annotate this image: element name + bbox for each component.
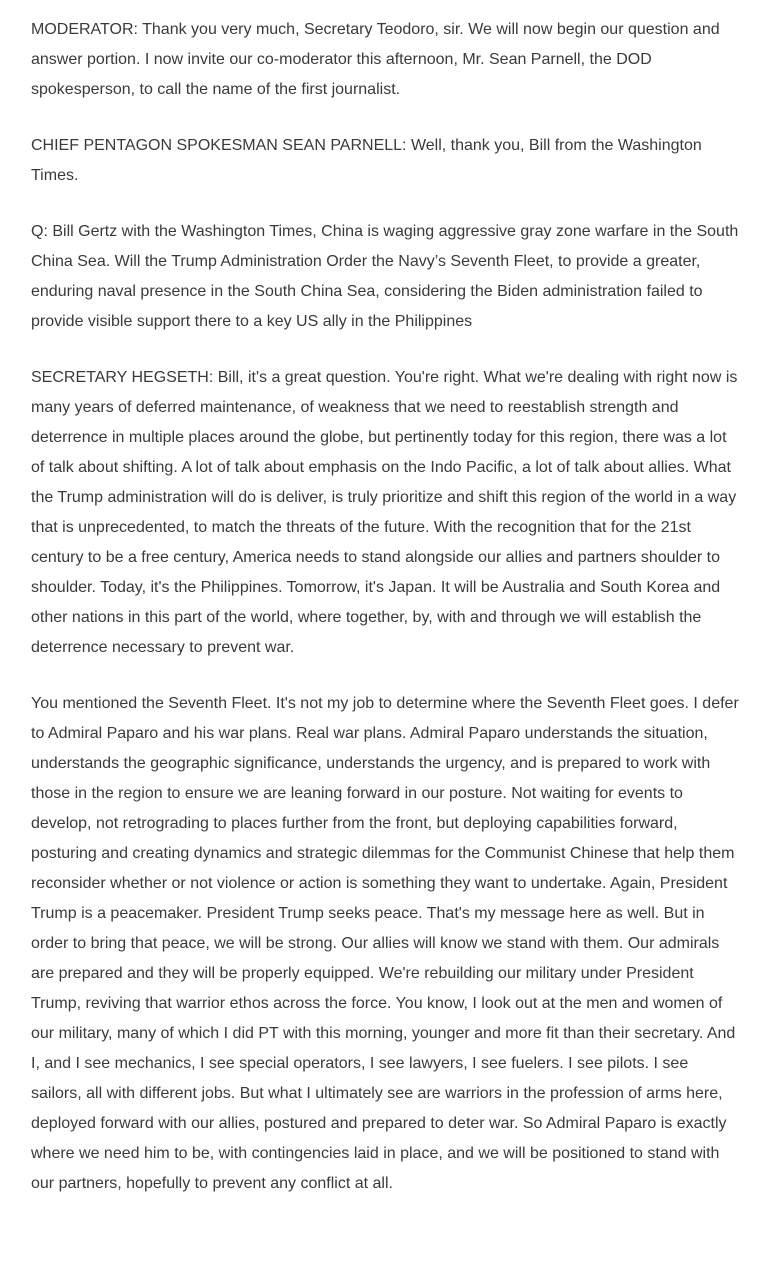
spokesman-paragraph: CHIEF PENTAGON SPOKESMAN SEAN PARNELL: Well, thank you, Bill from the Washington Times. [31,137,702,184]
moderator-paragraph: MODERATOR: Thank you very much, Secretary Teodoro, sir. We will now begin our question and answer portion. I now invite our co-moderator this afternoon, Mr. Sean Parnell, the DOD spokesperson, to call the name of the first journalist. [31,21,720,98]
secretary-answer-paragraph: SECRETARY HEGSETH: Bill, it's a great question. You're right. What we're dealing with right now is many years of deferred maintenance, of weakness that we need to reestablish strength and deterrence in multiple places around the globe, but pertinently today for this region, there was a lot of talk about shifting. A lot of talk about emphasis on the Indo Pacific, a lot of talk about allies. What the Trump administration will do is deliver, is truly prioritize and shift this region of the world in a way that is unprecedented, to match the threats of the future. With the recognition that for the 21st century to be a free century, America needs to stand alongside our allies and partners shoulder to shoulder. Today, it's the Philippines. Tomorrow, it's Japan. It will be Australia and South Korea and other nations in this part of the world, where together, by, with and through we will establish the deterrence necessary to prevent war. [31,369,738,656]
question-paragraph: Q: Bill Gertz with the Washington Times, China is waging aggressive gray zone warfare in the South China Sea. Will the Trump Administration Order the Navy’s Seventh Fleet, to provide a greater, enduring naval presence in the South China Sea, considering the Biden administration failed to provide visible support there to a key US ally in the Philippines [31,223,739,330]
secretary-answer-continued-paragraph: You mentioned the Seventh Fleet. It's not my job to determine where the Seventh Fleet goes. I defer to Admiral Paparo and his war plans. Real war plans. Admiral Paparo understands the situation, understands the geographic significance, understands the urgency, and is prepared to work with those in the region to ensure we are leaning forward in our posture. Not waiting for events to develop, not retrograding to places further from the front, but deploying capabilities forward, posturing and creating dynamics and strategic dilemmas for the Communist Chinese that help them reconsider whether or not violence or action is something they want to undertake. Again, President Trump is a peacemaker. President Trump seeks peace. That's my message here as well. But in order to bring that peace, we will be strong. Our allies will know we stand with them. Our admirals are prepared and they will be properly equipped. We're rebuilding our military under President Trump, reviving that warrior ethos across the force. You know, I look out at the men and women of our military, many of which I did PT with this morning, younger and more fit than their secretary. And I, and I see mechanics, I see special operators, I see lawyers, I see fuelers. I see pilots. I see sailors, all with different jobs. But what I ultimately see are warriors in the profession of arms here, deployed forward with our allies, postured and prepared to deter war. So Admiral Paparo is exactly where we need him to be, with contingencies laid in place, and we will be positioned to stand with our partners, hopefully to prevent any conflict at all. [31,695,739,1192]
